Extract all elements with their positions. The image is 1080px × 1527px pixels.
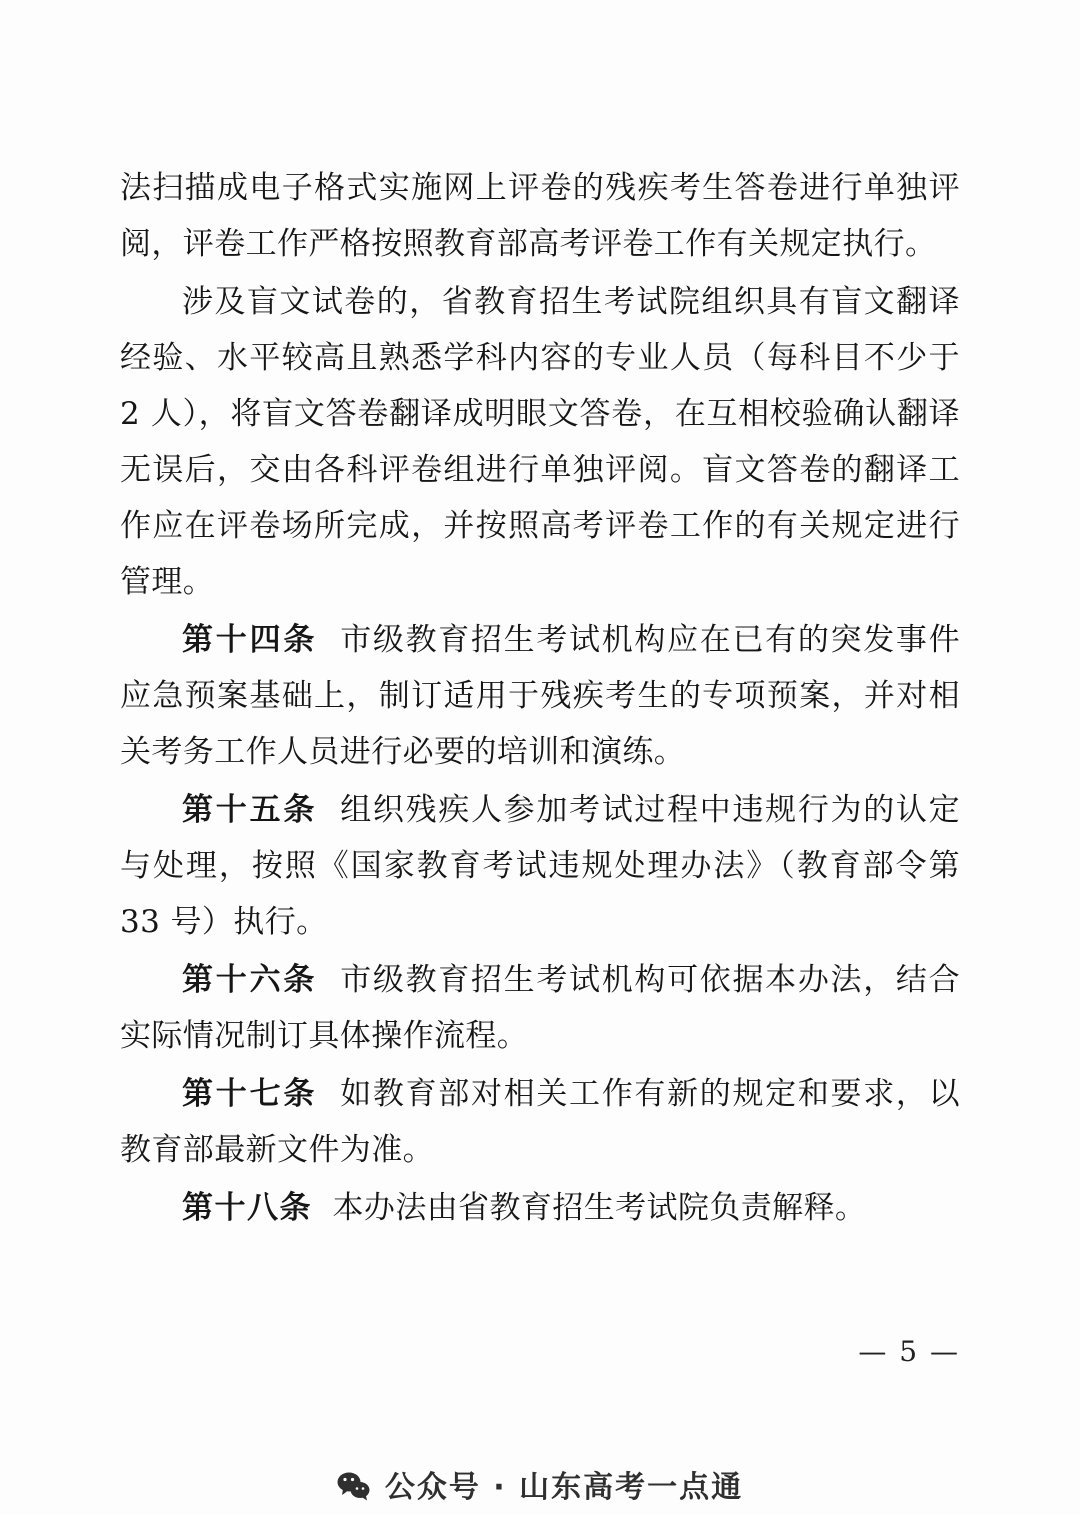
wechat-icon [337,1471,371,1501]
paragraph [120,952,960,1064]
article-label: 第十八条 [182,1190,312,1226]
paragraph-text: 组织残疾人参加考试过程中违规行为的认定与处理，按照《国家教育考试违规处理办法》（教育部令第 33 号）执行。 [120,792,961,940]
article-label: 第十四条 [182,622,318,658]
article-label: 第十六条 [182,962,318,998]
paragraph [120,1180,960,1236]
paragraph-text: 市级教育招生考试机构应在已有的突发事件应急预案基础上，制订适用于残疾考生的专项预案，并对相关考务工作人员进行必要的培训和演练。 [120,622,961,770]
footer-watermark [0,1462,1080,1506]
document-body [120,160,960,1238]
paragraph-text: 法扫描成电子格式实施网上评卷的残疾考生答卷进行单独评阅，评卷工作严格按照教育部高考评卷工作有关规定执行。 [120,170,960,262]
page-bottom-edge [0,1515,1080,1527]
paragraph [120,612,960,780]
paragraph-text: 如教育部对相关工作有新的规定和要求，以教育部最新文件为准。 [120,1076,961,1168]
paragraph-text: 本办法由省教育招生考试院负责解释。 [332,1190,867,1226]
watermark-text: 公众号 · 山东高考一点通 [384,1470,744,1505]
page-number: — 5 — [858,1335,960,1368]
article-label: 第十七条 [182,1076,318,1112]
paragraph [120,274,960,610]
paragraph-text: 市级教育招生考试机构可依据本办法，结合实际情况制订具体操作流程。 [120,962,961,1054]
paragraph [120,160,960,272]
paragraph-text: 涉及盲文试卷的，省教育招生考试院组织具有盲文翻译经验、水平较高且熟悉学科内容的专业人员（每科目不少于 2 人），将盲文答卷翻译成明眼文答卷，在互相校验确认翻译无误后，交由各科评卷组进行单独评阅。盲文答卷的翻译工作应在评卷场所完成，并按照高考评卷工作的有关规定进行管理。 [120,284,960,600]
paragraph [120,1066,960,1178]
article-label: 第十五条 [182,792,318,828]
paragraph [120,782,960,950]
